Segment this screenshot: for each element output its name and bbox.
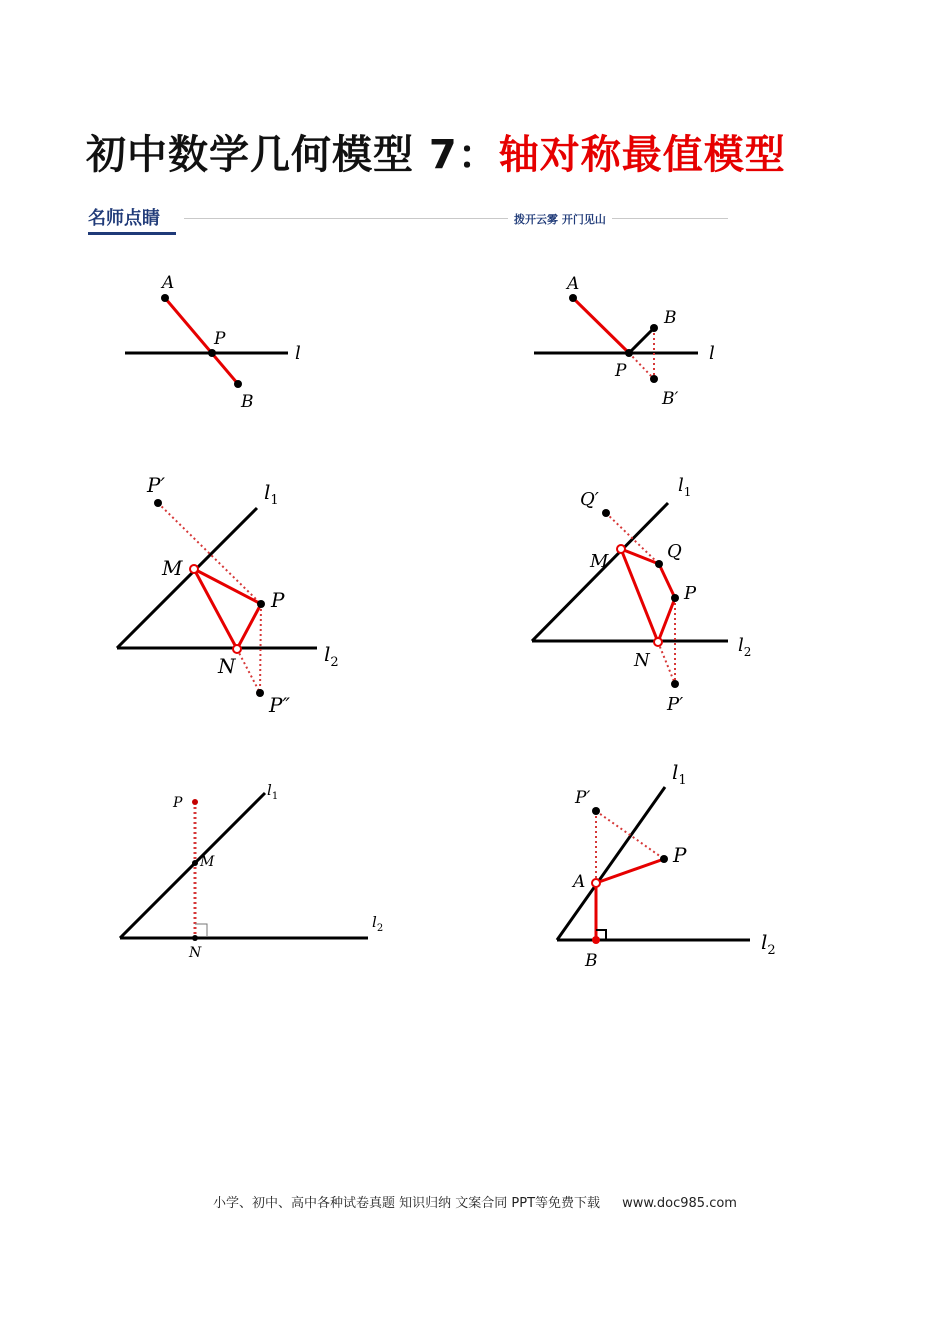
label-l2: $l_2$ — [324, 642, 339, 670]
figure-3 — [105, 468, 355, 728]
right-angle-mark — [195, 924, 207, 936]
quadrilateral-mqpn — [621, 549, 675, 642]
point-b — [592, 936, 600, 944]
label-q: Q — [667, 541, 682, 562]
dash-pprime-p — [596, 811, 664, 859]
label-l2: $l_2$ — [738, 635, 752, 659]
point-p — [192, 799, 198, 805]
label-l1: $l_1$ — [264, 480, 279, 508]
label-p-double-prime: P″ — [269, 693, 290, 717]
title-prefix: 初中数学几何模型 7： — [86, 132, 499, 178]
point-p — [671, 594, 679, 602]
label-l: l — [709, 343, 715, 364]
label-b: B — [664, 308, 677, 328]
label-b: B — [241, 392, 254, 412]
point-n — [192, 935, 198, 941]
label-a: A — [567, 274, 580, 294]
label-m: M — [200, 854, 215, 870]
segment-pb — [629, 328, 654, 353]
point-m — [190, 565, 198, 573]
section-divider — [184, 218, 728, 219]
label-l1: $l_1$ — [672, 760, 687, 788]
title-highlight: 轴对称最值模型 — [498, 132, 786, 178]
label-a: A — [162, 273, 175, 293]
point-m — [192, 860, 198, 866]
line-l1 — [117, 508, 257, 648]
triangle-mpn — [194, 569, 261, 649]
label-b-prime: B′ — [662, 389, 679, 409]
label-p-prime: P′ — [575, 788, 591, 808]
figure-5 — [110, 775, 400, 975]
reflection-pb — [629, 353, 654, 379]
label-p: P — [673, 843, 687, 867]
segment-ap — [573, 298, 629, 353]
label-p-prime: P′ — [667, 694, 684, 715]
label-l: l — [295, 343, 301, 364]
line-l1 — [532, 503, 668, 641]
point-q — [655, 560, 663, 568]
label-p: P — [684, 583, 697, 604]
point-p — [208, 349, 216, 357]
point-a — [161, 294, 169, 302]
point-p — [660, 855, 668, 863]
line-l1 — [120, 793, 265, 938]
label-p-prime: P′ — [147, 473, 165, 497]
dash-n-pprime — [658, 642, 675, 684]
point-p-double-prime — [256, 689, 264, 697]
section-slogan: 拨开云雾 开门见山 — [508, 211, 612, 227]
label-l1: $l_1$ — [267, 781, 279, 802]
label-p: P — [173, 795, 183, 811]
point-b-prime — [650, 375, 658, 383]
figure-6 — [535, 755, 795, 980]
label-l1: $l_1$ — [678, 475, 692, 499]
page-title — [86, 130, 786, 180]
dash-n-pdouble — [237, 649, 260, 693]
label-n: N — [189, 945, 202, 961]
label-l2: $l_2$ — [372, 913, 384, 934]
point-a — [569, 294, 577, 302]
point-m — [617, 545, 625, 553]
point-p-prime — [154, 499, 162, 507]
section-label-underline — [88, 232, 176, 235]
point-p-prime — [671, 680, 679, 688]
label-m: M — [162, 556, 183, 580]
label-b: B — [585, 951, 598, 971]
segment-apb — [165, 298, 238, 384]
label-p: P — [615, 361, 627, 381]
point-q-prime — [602, 509, 610, 517]
label-a: A — [573, 872, 586, 892]
figure-4 — [520, 468, 770, 728]
point-n — [654, 638, 662, 646]
figure-1 — [110, 268, 330, 418]
label-m: M — [590, 551, 609, 572]
page-footer — [0, 1192, 950, 1211]
footer-text: 小学、初中、高中各种试卷真题 知识归纳 文案合同 PPT等免费下载 — [213, 1196, 601, 1211]
label-p: P — [214, 329, 226, 349]
label-p: P — [271, 588, 285, 612]
section-label: 名师点睛 — [88, 208, 160, 229]
point-b — [650, 324, 658, 332]
point-n — [233, 645, 241, 653]
label-l2: $l_2$ — [761, 930, 776, 958]
label-n: N — [218, 654, 236, 678]
point-p — [625, 349, 633, 357]
footer-site-link[interactable]: www.doc985.com — [622, 1196, 737, 1211]
label-n: N — [634, 650, 650, 671]
point-p — [257, 600, 265, 608]
point-p-prime — [592, 807, 600, 815]
section-header — [88, 202, 728, 242]
figure-2 — [520, 268, 740, 418]
point-a — [592, 879, 600, 887]
label-q-prime: Q′ — [580, 489, 599, 510]
point-b — [234, 380, 242, 388]
